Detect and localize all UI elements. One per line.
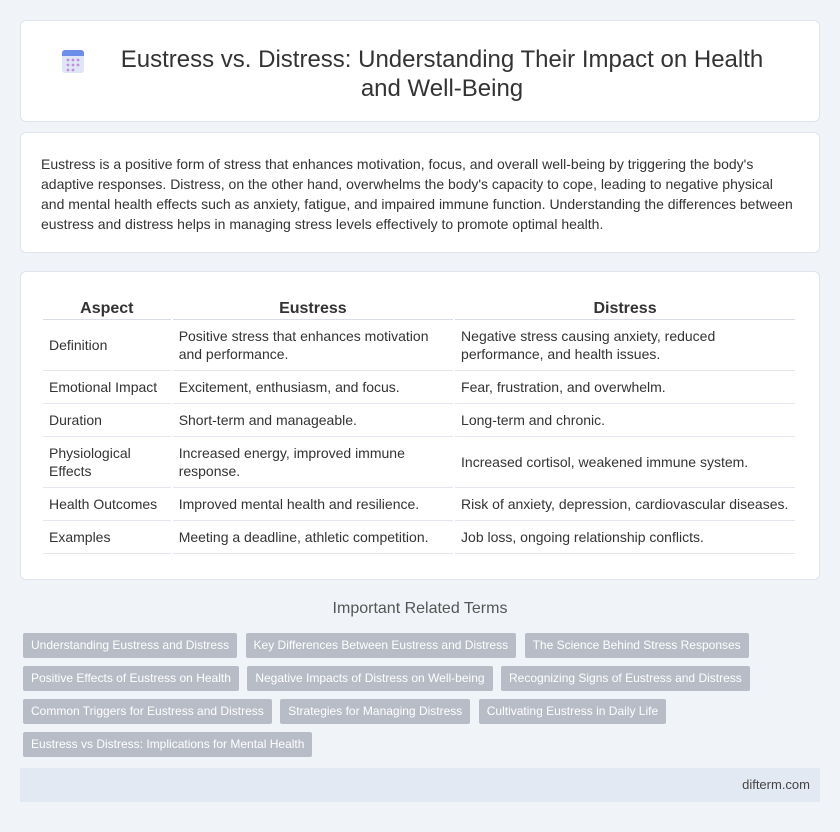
footer xyxy=(20,768,820,802)
related-terms-title: Important Related Terms xyxy=(332,600,508,617)
related-term-tag[interactable]: Cultivating Eustress in Daily Life xyxy=(479,699,666,724)
column-header-distress: Distress xyxy=(455,296,795,320)
comparison-table-card xyxy=(20,271,820,580)
table-cell: Negative stress causing anxiety, reduced performance, and health issues. xyxy=(455,320,795,371)
table-row xyxy=(43,371,795,404)
table-cell: Short-term and manageable. xyxy=(173,404,453,437)
table-cell: Increased cortisol, weakened immune system. xyxy=(455,437,795,488)
related-term-tag[interactable]: Strategies for Managing Distress xyxy=(280,699,470,724)
page-title: Eustress vs. Distress: Understanding Their Impact on Health and Well-Being xyxy=(120,46,764,102)
related-term-tag[interactable]: Recognizing Signs of Eustress and Distress xyxy=(501,666,750,691)
related-term-tag[interactable]: Eustress vs Distress: Implications for Mental Health xyxy=(23,732,312,757)
table-row xyxy=(43,488,795,521)
intro-card xyxy=(20,132,820,253)
table-cell: Physiological Effects xyxy=(43,437,171,488)
related-term-tag[interactable]: Key Differences Between Eustress and Distress xyxy=(246,633,517,658)
related-term-tag[interactable]: Common Triggers for Eustress and Distress xyxy=(23,699,272,724)
calendar-icon xyxy=(61,48,85,74)
table-cell: Improved mental health and resilience. xyxy=(173,488,453,521)
related-term-tag[interactable]: Understanding Eustress and Distress xyxy=(23,633,237,658)
table-cell: Increased energy, improved immune response. xyxy=(173,437,453,488)
table-cell: Job loss, ongoing relationship conflicts. xyxy=(455,521,795,554)
table-cell: Fear, frustration, and overwhelm. xyxy=(455,371,795,404)
footer-site-link[interactable]: difterm.com xyxy=(742,777,810,792)
intro-text: Eustress is a positive form of stress that enhances motivation, focus, and overall well-being by triggering the body's adaptive responses. Distress, on the other hand, overwhelms the body's capacity to cope, leading to negative physical and mental health effects such as anxiety, fatigue, and impaired immune function. Understanding the differences between eustress and distress helps in managing stress levels effectively to promote optimal health. xyxy=(41,156,793,232)
comparison-table xyxy=(41,296,797,554)
table-cell: Health Outcomes xyxy=(43,488,171,521)
header-card xyxy=(20,20,820,122)
table-row xyxy=(43,521,795,554)
related-term-tag[interactable]: Positive Effects of Eustress on Health xyxy=(23,666,239,691)
table-row xyxy=(43,404,795,437)
table-row xyxy=(43,320,795,371)
table-cell: Emotional Impact xyxy=(43,371,171,404)
table-cell: Definition xyxy=(43,320,171,371)
related-term-tag[interactable]: The Science Behind Stress Responses xyxy=(525,633,749,658)
table-cell: Risk of anxiety, depression, cardiovascular diseases. xyxy=(455,488,795,521)
column-header-eustress: Eustress xyxy=(173,296,453,320)
column-header-aspect: Aspect xyxy=(43,296,171,320)
table-row xyxy=(43,437,795,488)
table-cell: Excitement, enthusiasm, and focus. xyxy=(173,371,453,404)
table-header-row xyxy=(43,296,795,320)
table-cell: Long-term and chronic. xyxy=(455,404,795,437)
table-cell: Duration xyxy=(43,404,171,437)
table-cell: Meeting a deadline, athletic competition. xyxy=(173,521,453,554)
table-cell: Positive stress that enhances motivation and performance. xyxy=(173,320,453,371)
related-terms-list xyxy=(23,633,803,765)
table-cell: Examples xyxy=(43,521,171,554)
related-term-tag[interactable]: Negative Impacts of Distress on Well-being xyxy=(247,666,492,691)
